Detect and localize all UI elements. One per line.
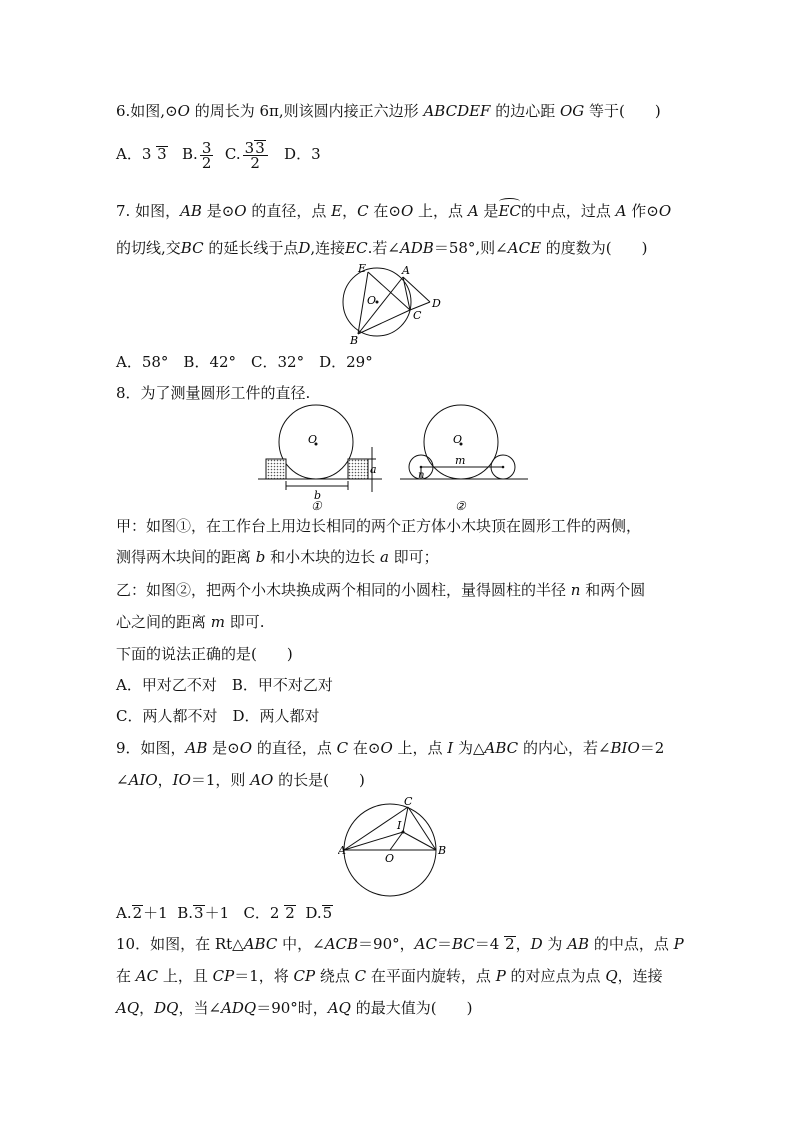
q9-text: 上，点 xyxy=(392,739,448,757)
q9-text: 的直径，点 xyxy=(252,739,337,757)
q9-option-c: C．2 xyxy=(243,904,280,922)
q7-var: AB xyxy=(180,202,202,220)
q7-label-c: C xyxy=(413,309,422,322)
q9-option-b-radical: 3 xyxy=(194,904,204,922)
q8-method-jia-line1: 甲：如图①，在工作台上用边长相同的两个正方体小木块顶在圆形工件的两侧， xyxy=(116,517,642,535)
q8-fig1-label-b: b xyxy=(314,489,322,502)
q9-segment-io xyxy=(390,832,403,850)
q10-radical: 2 xyxy=(505,935,515,953)
q9-text: 在⊙ xyxy=(348,739,381,757)
q10-var: BC xyxy=(451,935,475,953)
q9-text: 9．如图， xyxy=(116,739,186,757)
q7-stem-line1 xyxy=(116,201,671,221)
q9-incenter-point xyxy=(402,831,405,834)
q9-option-b: B. xyxy=(177,904,194,922)
q9-label-a: A xyxy=(338,844,346,857)
q6-option-c: C. xyxy=(224,145,241,163)
q10-text: 的最大值为( ) xyxy=(350,999,473,1017)
q8-var: m xyxy=(210,613,226,631)
q8-figure xyxy=(258,402,534,512)
q6-option-a: A．3 xyxy=(116,145,152,163)
q8-var: n xyxy=(570,581,581,599)
q10-text: 在 xyxy=(116,967,136,985)
q8-figure-2 xyxy=(400,405,528,512)
q7-var: E xyxy=(331,202,343,220)
q8-fig1-caption: ① xyxy=(311,499,322,512)
numerator: 3 xyxy=(201,138,212,157)
q9-segment-ai xyxy=(344,832,403,850)
q9-var: I xyxy=(447,739,454,757)
q7-text: ,连接 xyxy=(310,239,346,257)
q10-text: ＝ xyxy=(436,935,452,953)
q8-options-cd: C．两人都不对 D．两人都对 xyxy=(116,707,320,725)
q9-label-o: O xyxy=(385,852,395,865)
q8-method-yi-line1 xyxy=(116,580,645,600)
q10-var: D xyxy=(530,935,543,953)
q6-option-b-fraction xyxy=(200,138,214,172)
q9-var: AO xyxy=(250,771,274,789)
q6-option-d: D．3 xyxy=(284,145,321,163)
denominator: 2 xyxy=(201,153,212,172)
q10-var: AC xyxy=(414,935,437,953)
q7-var: EC xyxy=(345,239,368,257)
q9-segment-ci xyxy=(403,807,408,832)
q6-var: ABCDEF xyxy=(423,102,491,120)
q10-text: 绕点 xyxy=(315,967,355,985)
q10-text: ＝90°时， xyxy=(256,999,328,1017)
q6-options xyxy=(116,140,321,170)
q10-text: ＝90°， xyxy=(358,935,415,953)
q9-option-d-radical: 5 xyxy=(322,904,333,922)
q9-option-b-tail: ＋1 xyxy=(204,904,230,922)
q10-text: 为 xyxy=(542,935,568,953)
q10-var: ACB xyxy=(324,935,359,953)
q7-var: O xyxy=(658,202,672,220)
q10-var: AB xyxy=(567,935,590,953)
q9-var: C xyxy=(336,739,349,757)
q9-text: 为△ xyxy=(453,739,485,757)
q8-fig2-caption: ② xyxy=(455,499,466,512)
q10-var: C xyxy=(354,967,367,985)
q6-text: 等于( ) xyxy=(584,102,661,120)
q7-figure xyxy=(340,262,450,347)
q9-option-d: D. xyxy=(305,904,322,922)
q8-fig1-label-a: a xyxy=(370,463,377,476)
q8-method-yi-line2 xyxy=(116,612,265,632)
q7-label-e: E xyxy=(358,262,367,275)
q8-text: 测得两木块间的距离 xyxy=(116,548,256,566)
q10-text: ，连接 xyxy=(617,967,663,985)
q7-text: 是⊙ xyxy=(201,202,235,220)
q7-var: ACE xyxy=(507,239,542,257)
q10-text: 的对应点为点 xyxy=(505,967,606,985)
radical: 3 xyxy=(255,139,265,157)
q6-var: O xyxy=(177,102,190,120)
q7-var: A xyxy=(467,202,479,220)
q7-label-a: A xyxy=(402,264,410,277)
q9-text: ∠ xyxy=(116,771,129,789)
q8-text: 和两个圆 xyxy=(580,581,646,599)
q7-text: 的中点，过点 xyxy=(520,202,616,220)
q9-var: O xyxy=(239,739,253,757)
q9-segment-cb xyxy=(408,807,436,850)
q7-var: ADB xyxy=(399,239,434,257)
q10-text: ， xyxy=(139,999,155,1017)
q10-var: AQ xyxy=(327,999,351,1017)
q9-segment-ib xyxy=(403,832,436,850)
q7-var: O xyxy=(234,202,247,220)
q10-text: 在平面内旋转，点 xyxy=(366,967,496,985)
q10-text: ， xyxy=(515,935,531,953)
q8-fig1-block-right xyxy=(348,459,368,479)
coefficient: 3 xyxy=(244,139,255,157)
q7-arc-ec: EC xyxy=(498,202,521,220)
q9-text: 是⊙ xyxy=(207,739,240,757)
q7-text: 的度数为( ) xyxy=(541,239,648,257)
q6-option-c-fraction xyxy=(243,140,268,170)
q7-var: C xyxy=(357,202,369,220)
q7-text: 的延长线于点 xyxy=(203,239,299,257)
q7-text: 的切线,交 xyxy=(116,239,181,257)
q10-stem-line3 xyxy=(116,998,472,1018)
q10-stem-line2 xyxy=(116,966,663,986)
q9-var: ABC xyxy=(484,739,519,757)
q7-text: .若∠ xyxy=(367,239,400,257)
q8-fig1-label-o: O xyxy=(308,433,318,446)
q7-var: A xyxy=(615,202,627,220)
q7-var: D xyxy=(298,239,311,257)
q10-text: 的中点，点 xyxy=(589,935,674,953)
q8-text: 乙：如图②，把两个小木块换成两个相同的小圆柱，量得圆柱的半径 xyxy=(116,581,571,599)
q9-options xyxy=(116,903,333,923)
q10-var: ABC xyxy=(243,935,278,953)
q8-question: 下面的说法正确的是( ) xyxy=(116,645,293,663)
q10-text: 10．如图，在 Rt△ xyxy=(116,935,244,953)
q9-var: AIO xyxy=(128,771,158,789)
q9-var: BIO xyxy=(610,739,640,757)
q7-label-d: D xyxy=(432,297,441,310)
q7-text: 是 xyxy=(478,202,499,220)
q8-figure-1 xyxy=(258,405,382,512)
q8-var: a xyxy=(379,548,389,566)
q7-segment-bc xyxy=(358,310,410,334)
q6-text: 的边心距 xyxy=(490,102,560,120)
q9-option-c-radical: 2 xyxy=(285,904,295,922)
q8-fig2-label-m: m xyxy=(455,454,466,467)
q8-fig2-cylinder-center xyxy=(502,466,505,469)
q7-var: BC xyxy=(180,239,204,257)
q8-text: 即可； xyxy=(388,548,439,566)
q9-option-a-radical: 2 xyxy=(132,904,143,922)
q10-text: ，当∠ xyxy=(178,999,222,1017)
q9-text: 的内心，若∠ xyxy=(518,739,611,757)
q10-text: ＝1，将 xyxy=(234,967,294,985)
q9-text: ， xyxy=(157,771,173,789)
q7-stem-line2 xyxy=(116,238,648,258)
q10-stem-line1 xyxy=(116,934,684,954)
q9-label-i: I xyxy=(397,819,402,832)
q7-text: 的直径，点 xyxy=(246,202,332,220)
q7-label-o: O xyxy=(367,294,377,307)
q6-stem xyxy=(116,101,661,121)
q10-var: CP xyxy=(293,967,316,985)
q7-label-b: B xyxy=(350,334,359,347)
q7-text: 上，点 xyxy=(413,202,468,220)
q9-label-c: C xyxy=(404,796,413,808)
q9-stem-line2 xyxy=(116,770,365,790)
q6-option-a-radical: 3 xyxy=(157,145,167,163)
q10-var: ADQ xyxy=(221,999,257,1017)
q10-text: 中，∠ xyxy=(277,935,325,953)
q10-var: P xyxy=(673,935,684,953)
q10-var: Q xyxy=(605,967,618,985)
q6-text: 6.如图,⊙ xyxy=(116,102,178,120)
q10-text: ＝4 xyxy=(474,935,500,953)
q7-text: 7. 如图， xyxy=(116,202,181,220)
q8-var: b xyxy=(255,548,266,566)
q8-text: 心之间的距离 xyxy=(116,613,211,631)
q9-option-a-tail: ＋1 xyxy=(143,904,168,922)
q10-var: AQ xyxy=(116,999,140,1017)
q6-text: 的周长为 6π,则该圆内接正六边形 xyxy=(189,102,424,120)
q10-var: DQ xyxy=(154,999,179,1017)
q8-method-jia-line2 xyxy=(116,547,439,567)
q7-text: 在⊙ xyxy=(368,202,401,220)
q9-figure xyxy=(338,796,454,900)
q10-var: AC xyxy=(135,967,159,985)
q8-stem: 8．为了测量圆形工件的直径. xyxy=(116,384,311,402)
q10-var: P xyxy=(495,967,506,985)
q7-text: ＝58°,则∠ xyxy=(433,239,508,257)
q8-fig2-label-o: O xyxy=(453,433,463,446)
q9-var: AB xyxy=(185,739,208,757)
q6-var: OG xyxy=(560,102,585,120)
denominator: 2 xyxy=(250,154,260,172)
q6-option-b: B. xyxy=(182,145,198,163)
q7-options: A．58° B．42° C．32° D．29° xyxy=(116,353,373,371)
q9-option-a: A. xyxy=(116,904,132,922)
q7-text: ， xyxy=(342,202,358,220)
q8-fig2-label-n: n xyxy=(418,470,425,481)
q7-text: 作⊙ xyxy=(626,202,659,220)
q10-text: 上，且 xyxy=(158,967,213,985)
q7-var: O xyxy=(400,202,414,220)
q9-text: ＝2 xyxy=(639,739,665,757)
q9-stem-line1 xyxy=(116,738,664,758)
q10-var: CP xyxy=(212,967,235,985)
q8-fig1-block-left xyxy=(266,459,286,479)
q9-text: ＝1，则 xyxy=(190,771,251,789)
q8-options-ab: A．甲对乙不对 B．甲不对乙对 xyxy=(116,676,333,694)
q9-label-b: B xyxy=(438,844,447,857)
q8-text: 即可. xyxy=(225,613,265,631)
q9-var: O xyxy=(380,739,393,757)
q9-var: IO xyxy=(172,771,191,789)
q7-segment-ab xyxy=(358,277,403,334)
q9-text: 的长是( ) xyxy=(273,771,365,789)
q8-text: 和小木块的边长 xyxy=(265,548,380,566)
